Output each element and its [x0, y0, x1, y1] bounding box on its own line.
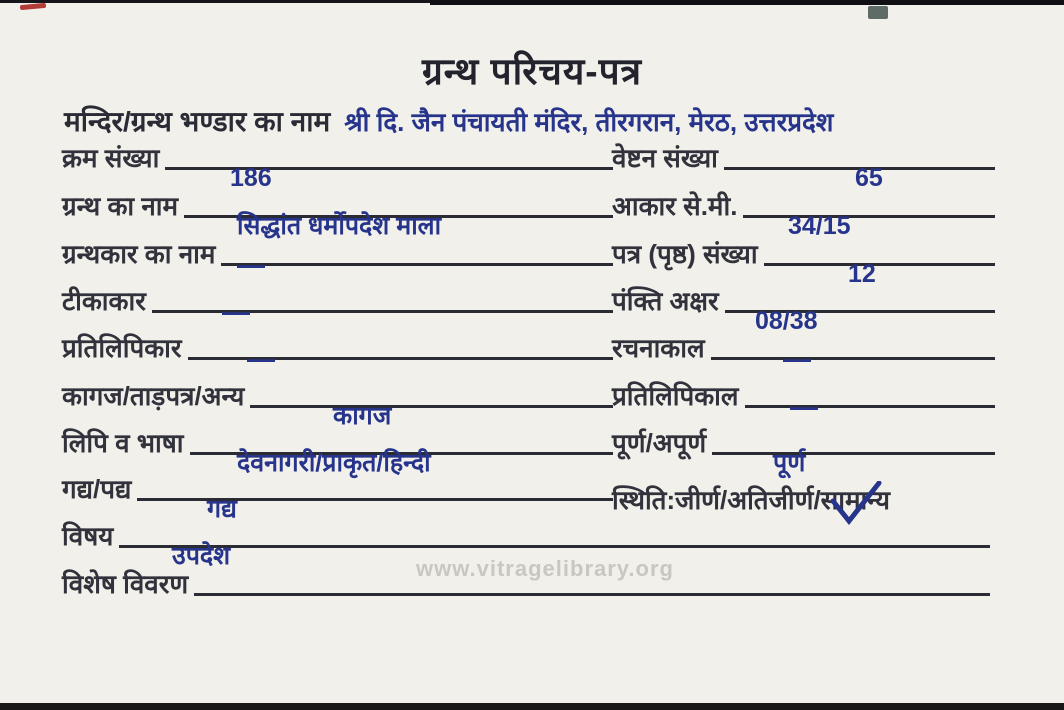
- serial-number-value: 186: [230, 164, 272, 192]
- row-copy-date: [612, 370, 995, 422]
- field-underline: [250, 405, 613, 408]
- row-material: [62, 370, 613, 430]
- bundle-number-label: वेष्टन संख्या: [612, 142, 718, 173]
- lines-letters-value: 08/38: [755, 307, 818, 335]
- row-book-name: [62, 180, 613, 240]
- field-underline: [194, 593, 990, 596]
- row-page-count: [612, 228, 995, 288]
- field-underline: [712, 452, 995, 455]
- commentator-value: —: [222, 296, 250, 327]
- field-underline: [745, 405, 995, 408]
- copy-date-value: —: [790, 391, 818, 422]
- material-value: कागज: [333, 402, 392, 430]
- subject-label: विषय: [62, 520, 114, 551]
- copyist-value: —: [247, 343, 275, 374]
- lines-letters-label: पंक्ति अक्षर: [612, 285, 719, 316]
- book-name-label: ग्रन्थ का नाम: [62, 190, 179, 221]
- field-underline: [711, 357, 995, 360]
- author-name-value: —: [237, 249, 265, 280]
- row-composition-date: [612, 322, 995, 374]
- condition-label: स्थिति:जीर्ण/अतिजीर्ण/: [612, 485, 821, 515]
- row-complete-incomplete: [612, 417, 995, 477]
- subject-value: उपदेश: [172, 542, 231, 570]
- size-cm-value: 34/15: [788, 212, 851, 240]
- teal-ink-mark: [868, 6, 888, 19]
- row-serial-number: [62, 132, 613, 192]
- prose-verse-label: गद्य/पद्य: [62, 473, 132, 504]
- material-label: कागज/ताड़पत्र/अन्य: [62, 380, 245, 411]
- page-count-value: 12: [848, 260, 876, 288]
- row-prose-verse: [62, 463, 613, 523]
- complete-incomplete-value: पूर्ण: [773, 449, 806, 477]
- book-name-value: सिद्धांत धर्मोपदेश माला: [237, 212, 442, 240]
- page-count-label: पत्र (पृष्ठ) संख्या: [612, 238, 758, 269]
- copy-date-label: प्रतिलिपिकाल: [612, 380, 739, 411]
- prose-verse-value: गद्य: [207, 495, 237, 523]
- row-author-name: [62, 228, 613, 280]
- field-underline: [119, 545, 990, 548]
- copyist-label: प्रतिलिपिकार: [62, 332, 182, 363]
- field-underline: [743, 215, 995, 218]
- script-language-value: देवनागरी/प्राकृत/हिन्दी: [237, 449, 431, 477]
- author-name-label: ग्रन्थकार का नाम: [62, 238, 216, 269]
- row-script-language: [62, 417, 613, 477]
- bundle-number-value: 65: [855, 164, 883, 192]
- composition-date-label: रचनाकाल: [612, 332, 705, 363]
- condition-checked-option: सामान्य: [821, 487, 890, 514]
- watermark-text: www.vitragelibrary.org: [416, 556, 674, 581]
- row-size-cm: [612, 180, 995, 240]
- field-underline: [764, 263, 995, 266]
- bottom-scan-edge: [0, 703, 1064, 710]
- red-ink-mark: [20, 3, 46, 10]
- complete-incomplete-label: पूर्ण/अपूर्ण: [612, 427, 707, 458]
- row-copyist: [62, 322, 613, 374]
- row-commentator: [62, 275, 613, 327]
- top-scan-edge-thick: [430, 0, 1064, 5]
- temple-name-value: श्री दि. जैन पंचायती मंदिर, तीरगरान, मेरठ, उत्तरप्रदेश: [344, 107, 834, 137]
- commentator-label: टीकाकार: [62, 285, 146, 316]
- row-condition: [612, 487, 1064, 514]
- special-details-label: विशेष विवरण: [62, 568, 189, 599]
- composition-date-value: —: [783, 343, 811, 374]
- serial-number-label: क्रम संख्या: [62, 142, 160, 173]
- script-language-label: लिपि व भाषा: [62, 427, 184, 458]
- row-lines-letters: [612, 275, 995, 335]
- row-bundle-number: [612, 132, 995, 192]
- size-cm-label: आकार से.मी.: [612, 190, 738, 221]
- field-underline: [221, 263, 613, 266]
- temple-name-label: मन्दिर/ग्रन्थ भण्डार का नाम: [64, 106, 331, 137]
- page-title: ग्रन्थ परिचय-पत्र: [421, 51, 643, 92]
